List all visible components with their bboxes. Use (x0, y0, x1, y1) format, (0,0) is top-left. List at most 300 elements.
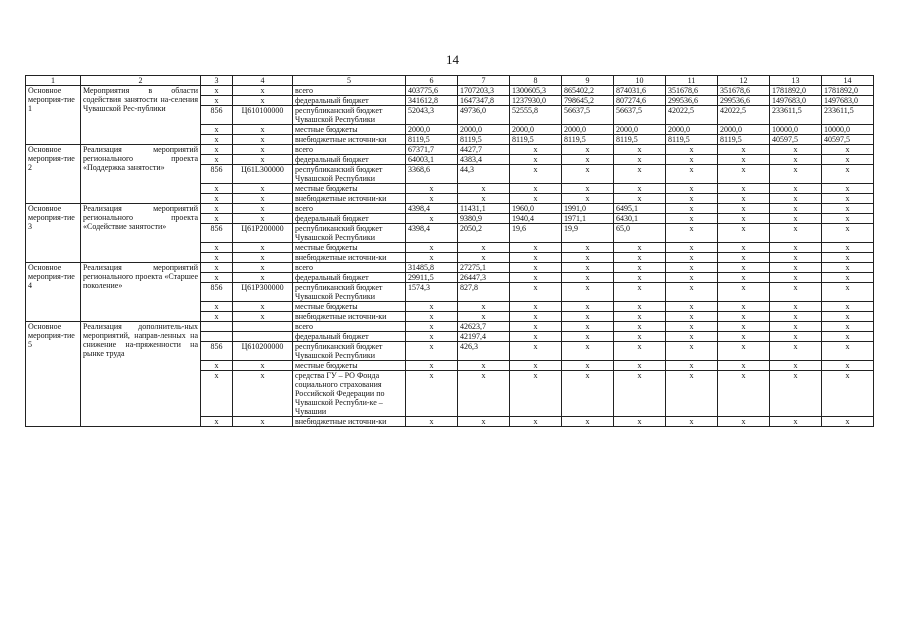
value-cell: х (666, 312, 718, 322)
value-cell: х (718, 253, 770, 263)
classification-code-cell: х (233, 155, 293, 165)
column-header-4: 4 (233, 76, 293, 86)
column-header-2: 2 (81, 76, 201, 86)
column-header-6: 6 (406, 76, 458, 86)
value-cell: 67371,7 (406, 145, 458, 155)
value-cell: 341612,8 (406, 96, 458, 106)
value-cell: х (718, 312, 770, 322)
value-cell: х (458, 243, 510, 253)
activity-description: Реализация мероприятий регионального проекта «Старшее поколение» (81, 263, 201, 322)
funding-source-cell: местные бюджеты (293, 184, 406, 194)
value-cell: х (614, 145, 666, 155)
value-cell: х (822, 204, 874, 214)
value-cell: х (822, 371, 874, 417)
table-row (26, 204, 874, 214)
value-cell: х (510, 322, 562, 332)
value-cell: х (770, 361, 822, 371)
value-cell: 6495,1 (614, 204, 666, 214)
value-cell: х (614, 312, 666, 322)
value-cell: х (718, 214, 770, 224)
value-cell: х (562, 342, 614, 361)
value-cell: 8119,5 (562, 135, 614, 145)
value-cell: 4383,4 (458, 155, 510, 165)
header-row (26, 76, 874, 86)
value-cell: х (562, 165, 614, 184)
value-cell: х (406, 253, 458, 263)
value-cell: 233611,5 (822, 106, 874, 125)
value-cell: х (770, 155, 822, 165)
value-cell: х (822, 302, 874, 312)
value-cell: 4398,4 (406, 224, 458, 243)
value-cell: х (666, 184, 718, 194)
funding-source-cell: всего (293, 263, 406, 273)
value-cell: х (510, 243, 562, 253)
admin-code-cell: х (201, 361, 233, 371)
value-cell: х (666, 417, 718, 427)
value-cell: х (510, 342, 562, 361)
admin-code-cell: 856 (201, 283, 233, 302)
value-cell: 2000,0 (510, 125, 562, 135)
admin-code-cell: х (201, 371, 233, 417)
value-cell: х (614, 273, 666, 283)
table-row (26, 322, 874, 332)
classification-code-cell (233, 322, 293, 332)
funding-source-cell: средства ГУ – РО Фонда социального страхования Российской Федерации по Чувашской Республи-ке – Чувашии (293, 371, 406, 417)
value-cell: х (822, 184, 874, 194)
value-cell: 351678,6 (718, 86, 770, 96)
value-cell: х (666, 322, 718, 332)
value-cell: х (666, 253, 718, 263)
value-cell: 1971,1 (562, 214, 614, 224)
funding-source-cell: внебюджетные источни-ки (293, 417, 406, 427)
value-cell: 11431,1 (458, 204, 510, 214)
value-cell: х (718, 342, 770, 361)
value-cell: х (718, 145, 770, 155)
value-cell: х (770, 332, 822, 342)
value-cell: х (822, 332, 874, 342)
value-cell: х (822, 243, 874, 253)
value-cell: х (614, 302, 666, 312)
activity-name: Основное мероприя-тие 2 (26, 145, 81, 204)
value-cell: 403775,6 (406, 86, 458, 96)
column-header-11: 11 (666, 76, 718, 86)
funding-source-cell: внебюджетные источни-ки (293, 312, 406, 322)
column-header-5: 5 (293, 76, 406, 86)
column-header-1: 1 (26, 76, 81, 86)
classification-code-cell: х (233, 135, 293, 145)
value-cell: 1960,0 (510, 204, 562, 214)
value-cell: х (666, 302, 718, 312)
value-cell: 31485,8 (406, 263, 458, 273)
activity-name: Основное мероприя-тие 1 (26, 86, 81, 145)
value-cell: х (718, 302, 770, 312)
value-cell: х (666, 332, 718, 342)
value-cell: х (510, 184, 562, 194)
value-cell: х (510, 417, 562, 427)
admin-code-cell: х (201, 417, 233, 427)
value-cell: 49736,0 (458, 106, 510, 125)
value-cell: 299536,6 (718, 96, 770, 106)
admin-code-cell: х (201, 243, 233, 253)
value-cell: х (822, 263, 874, 273)
classification-code-cell: х (233, 263, 293, 273)
admin-code-cell: х (201, 253, 233, 263)
classification-code-cell (233, 332, 293, 342)
value-cell: х (770, 214, 822, 224)
value-cell: х (510, 253, 562, 263)
value-cell: 40597,5 (822, 135, 874, 145)
value-cell: 27275,1 (458, 263, 510, 273)
value-cell: х (406, 361, 458, 371)
value-cell: х (770, 302, 822, 312)
value-cell: х (770, 371, 822, 417)
value-cell: х (406, 243, 458, 253)
classification-code-cell: х (233, 184, 293, 194)
classification-code-cell: х (233, 273, 293, 283)
value-cell: 64003,1 (406, 155, 458, 165)
value-cell: х (718, 165, 770, 184)
classification-code-cell: х (233, 194, 293, 204)
value-cell: х (718, 273, 770, 283)
value-cell: 1991,0 (562, 204, 614, 214)
funding-source-cell: внебюджетные источни-ки (293, 194, 406, 204)
value-cell: х (614, 155, 666, 165)
admin-code-cell: х (201, 214, 233, 224)
classification-code-cell: х (233, 243, 293, 253)
column-header-12: 12 (718, 76, 770, 86)
value-cell: х (666, 263, 718, 273)
value-cell: х (770, 312, 822, 322)
value-cell: х (666, 155, 718, 165)
value-cell: х (666, 243, 718, 253)
admin-code-cell: х (201, 135, 233, 145)
classification-code-cell: х (233, 145, 293, 155)
value-cell: х (510, 165, 562, 184)
budget-table (25, 75, 874, 427)
value-cell: х (822, 253, 874, 263)
classification-code-cell: х (233, 96, 293, 106)
value-cell: х (406, 214, 458, 224)
value-cell: х (666, 342, 718, 361)
value-cell: х (510, 371, 562, 417)
column-header-14: 14 (822, 76, 874, 86)
value-cell: х (458, 361, 510, 371)
classification-code-cell: х (233, 125, 293, 135)
admin-code-cell: 856 (201, 165, 233, 184)
admin-code-cell: х (201, 263, 233, 273)
value-cell: х (822, 417, 874, 427)
value-cell: х (406, 312, 458, 322)
funding-source-cell: всего (293, 145, 406, 155)
value-cell: х (510, 283, 562, 302)
value-cell: х (614, 253, 666, 263)
value-cell: х (614, 332, 666, 342)
admin-code-cell: х (201, 155, 233, 165)
value-cell: х (822, 224, 874, 243)
funding-source-cell: местные бюджеты (293, 125, 406, 135)
admin-code-cell: х (201, 145, 233, 155)
value-cell: х (406, 417, 458, 427)
value-cell: 8119,5 (614, 135, 666, 145)
admin-code-cell: 856 (201, 224, 233, 243)
value-cell: х (718, 263, 770, 273)
value-cell: х (770, 243, 822, 253)
value-cell: х (718, 243, 770, 253)
value-cell: х (718, 322, 770, 332)
value-cell: х (666, 165, 718, 184)
value-cell: 798645,2 (562, 96, 614, 106)
value-cell: 19,9 (562, 224, 614, 243)
value-cell: х (614, 194, 666, 204)
value-cell: 42022,5 (718, 106, 770, 125)
value-cell: х (562, 283, 614, 302)
value-cell: х (614, 283, 666, 302)
value-cell: х (718, 155, 770, 165)
value-cell: 1497683,0 (822, 96, 874, 106)
value-cell: х (406, 322, 458, 332)
value-cell: 9380,9 (458, 214, 510, 224)
value-cell: х (822, 155, 874, 165)
value-cell: х (822, 273, 874, 283)
classification-code-cell: х (233, 312, 293, 322)
value-cell: х (666, 204, 718, 214)
value-cell: 1574,3 (406, 283, 458, 302)
funding-source-cell: федеральный бюджет (293, 214, 406, 224)
value-cell: х (822, 145, 874, 155)
value-cell: 40597,5 (770, 135, 822, 145)
admin-code-cell: 856 (201, 342, 233, 361)
value-cell: 1707203,3 (458, 86, 510, 96)
value-cell: 1300605,3 (510, 86, 562, 96)
value-cell: 1237930,0 (510, 96, 562, 106)
value-cell: 1781892,0 (822, 86, 874, 96)
value-cell: 8119,5 (666, 135, 718, 145)
value-cell: 807274,6 (614, 96, 666, 106)
value-cell: х (666, 145, 718, 155)
value-cell: х (510, 155, 562, 165)
value-cell: 1647347,8 (458, 96, 510, 106)
value-cell: х (822, 194, 874, 204)
value-cell: х (770, 204, 822, 214)
value-cell: 8119,5 (406, 135, 458, 145)
page-number: 14 (446, 52, 459, 67)
value-cell: 10000,0 (822, 125, 874, 135)
classification-code-cell: х (233, 371, 293, 417)
value-cell: 2000,0 (406, 125, 458, 135)
value-cell: х (510, 194, 562, 204)
activity-name: Основное мероприя-тие 4 (26, 263, 81, 322)
activity-name: Основное мероприя-тие 3 (26, 204, 81, 263)
value-cell: х (614, 417, 666, 427)
value-cell: х (718, 332, 770, 342)
value-cell: х (614, 184, 666, 194)
value-cell: х (770, 145, 822, 155)
value-cell: 4398,4 (406, 204, 458, 214)
value-cell: 56637,5 (562, 106, 614, 125)
value-cell: х (562, 145, 614, 155)
value-cell: х (718, 194, 770, 204)
value-cell: 2050,2 (458, 224, 510, 243)
value-cell: 6430,1 (614, 214, 666, 224)
funding-source-cell: внебюджетные источни-ки (293, 135, 406, 145)
table-body (26, 76, 874, 427)
value-cell: 3368,6 (406, 165, 458, 184)
activity-description: Мероприятия в области содействия занятости на-селения Чувашской Рес-публики (81, 86, 201, 145)
funding-source-cell: местные бюджеты (293, 243, 406, 253)
value-cell: 65,0 (614, 224, 666, 243)
activity-name: Основное мероприя-тие 5 (26, 322, 81, 427)
value-cell: х (562, 417, 614, 427)
value-cell: х (666, 273, 718, 283)
value-cell: х (406, 194, 458, 204)
activity-description: Реализация дополнитель-ных мероприятий, направ-ленных на снижение на-пряженности на рынке труда (81, 322, 201, 427)
value-cell: 52043,3 (406, 106, 458, 125)
value-cell: х (666, 224, 718, 243)
value-cell: х (718, 283, 770, 302)
value-cell: х (770, 263, 822, 273)
value-cell: 10000,0 (770, 125, 822, 135)
value-cell: 8119,5 (718, 135, 770, 145)
value-cell: х (666, 194, 718, 204)
value-cell: х (614, 342, 666, 361)
value-cell: х (770, 253, 822, 263)
classification-code-cell: х (233, 86, 293, 96)
value-cell: х (562, 155, 614, 165)
value-cell: х (510, 145, 562, 155)
admin-code-cell (201, 322, 233, 332)
funding-source-cell: местные бюджеты (293, 361, 406, 371)
value-cell: х (458, 302, 510, 312)
value-cell: х (562, 361, 614, 371)
value-cell: 827,8 (458, 283, 510, 302)
funding-source-cell: республиканский бюджет Чувашской Республики (293, 342, 406, 361)
value-cell: х (666, 361, 718, 371)
value-cell: х (822, 342, 874, 361)
value-cell: 2000,0 (458, 125, 510, 135)
value-cell: х (562, 263, 614, 273)
value-cell: 1781892,0 (770, 86, 822, 96)
admin-code-cell: х (201, 86, 233, 96)
value-cell: х (770, 342, 822, 361)
column-header-13: 13 (770, 76, 822, 86)
value-cell: х (770, 417, 822, 427)
value-cell: х (614, 371, 666, 417)
value-cell: х (770, 283, 822, 302)
value-cell: 874031,6 (614, 86, 666, 96)
value-cell: 2000,0 (718, 125, 770, 135)
value-cell: х (562, 243, 614, 253)
value-cell: 42623,7 (458, 322, 510, 332)
value-cell: 42022,5 (666, 106, 718, 125)
value-cell: х (822, 283, 874, 302)
value-cell: х (666, 371, 718, 417)
classification-code-cell: Ц61L300000 (233, 165, 293, 184)
value-cell: 233611,5 (770, 106, 822, 125)
value-cell: х (718, 361, 770, 371)
value-cell: 2000,0 (562, 125, 614, 135)
value-cell: 1497683,0 (770, 96, 822, 106)
classification-code-cell: Ц610100000 (233, 106, 293, 125)
funding-source-cell: федеральный бюджет (293, 155, 406, 165)
admin-code-cell: х (201, 302, 233, 312)
value-cell: х (822, 312, 874, 322)
column-header-10: 10 (614, 76, 666, 86)
value-cell: 56637,5 (614, 106, 666, 125)
value-cell: х (406, 342, 458, 361)
value-cell: х (458, 253, 510, 263)
classification-code-cell: х (233, 253, 293, 263)
value-cell: 52555,8 (510, 106, 562, 125)
funding-source-cell: республиканский бюджет Чувашской Республики (293, 165, 406, 184)
value-cell: х (718, 184, 770, 194)
classification-code-cell: х (233, 204, 293, 214)
classification-code-cell: Ц610200000 (233, 342, 293, 361)
funding-source-cell: федеральный бюджет (293, 332, 406, 342)
value-cell: 351678,6 (666, 86, 718, 96)
value-cell: 2000,0 (614, 125, 666, 135)
funding-source-cell: республиканский бюджет Чувашской Республики (293, 106, 406, 125)
value-cell: х (510, 312, 562, 322)
value-cell: х (666, 214, 718, 224)
value-cell: 299536,6 (666, 96, 718, 106)
value-cell: х (562, 302, 614, 312)
value-cell: 42197,4 (458, 332, 510, 342)
activity-description: Реализация мероприятий регионального проекта «Содействие занятости» (81, 204, 201, 263)
value-cell: х (458, 417, 510, 427)
value-cell: 8119,5 (510, 135, 562, 145)
admin-code-cell: х (201, 194, 233, 204)
admin-code-cell: х (201, 204, 233, 214)
admin-code-cell: х (201, 96, 233, 106)
value-cell: х (458, 194, 510, 204)
column-header-9: 9 (562, 76, 614, 86)
classification-code-cell: Ц61Р300000 (233, 283, 293, 302)
funding-source-cell: республиканский бюджет Чувашской Республики (293, 283, 406, 302)
funding-source-cell: всего (293, 86, 406, 96)
value-cell: х (510, 361, 562, 371)
admin-code-cell: х (201, 273, 233, 283)
column-header-3: 3 (201, 76, 233, 86)
classification-code-cell: х (233, 214, 293, 224)
value-cell: х (770, 165, 822, 184)
value-cell: 2000,0 (666, 125, 718, 135)
value-cell: х (614, 165, 666, 184)
value-cell: х (822, 214, 874, 224)
funding-source-cell: федеральный бюджет (293, 273, 406, 283)
value-cell: х (562, 322, 614, 332)
value-cell: х (822, 165, 874, 184)
value-cell: 4427,7 (458, 145, 510, 155)
value-cell: х (614, 243, 666, 253)
value-cell: х (406, 332, 458, 342)
table-row (26, 145, 874, 155)
value-cell: 44,3 (458, 165, 510, 184)
table-row (26, 86, 874, 96)
funding-source-cell: местные бюджеты (293, 302, 406, 312)
value-cell: х (718, 204, 770, 214)
value-cell: х (458, 184, 510, 194)
value-cell: 8119,5 (458, 135, 510, 145)
funding-source-cell: республиканский бюджет Чувашской Республики (293, 224, 406, 243)
value-cell: 865402,2 (562, 86, 614, 96)
value-cell: х (562, 273, 614, 283)
funding-source-cell: всего (293, 322, 406, 332)
value-cell: 19,6 (510, 224, 562, 243)
admin-code-cell: х (201, 184, 233, 194)
value-cell: х (822, 322, 874, 332)
column-header-7: 7 (458, 76, 510, 86)
admin-code-cell: х (201, 125, 233, 135)
